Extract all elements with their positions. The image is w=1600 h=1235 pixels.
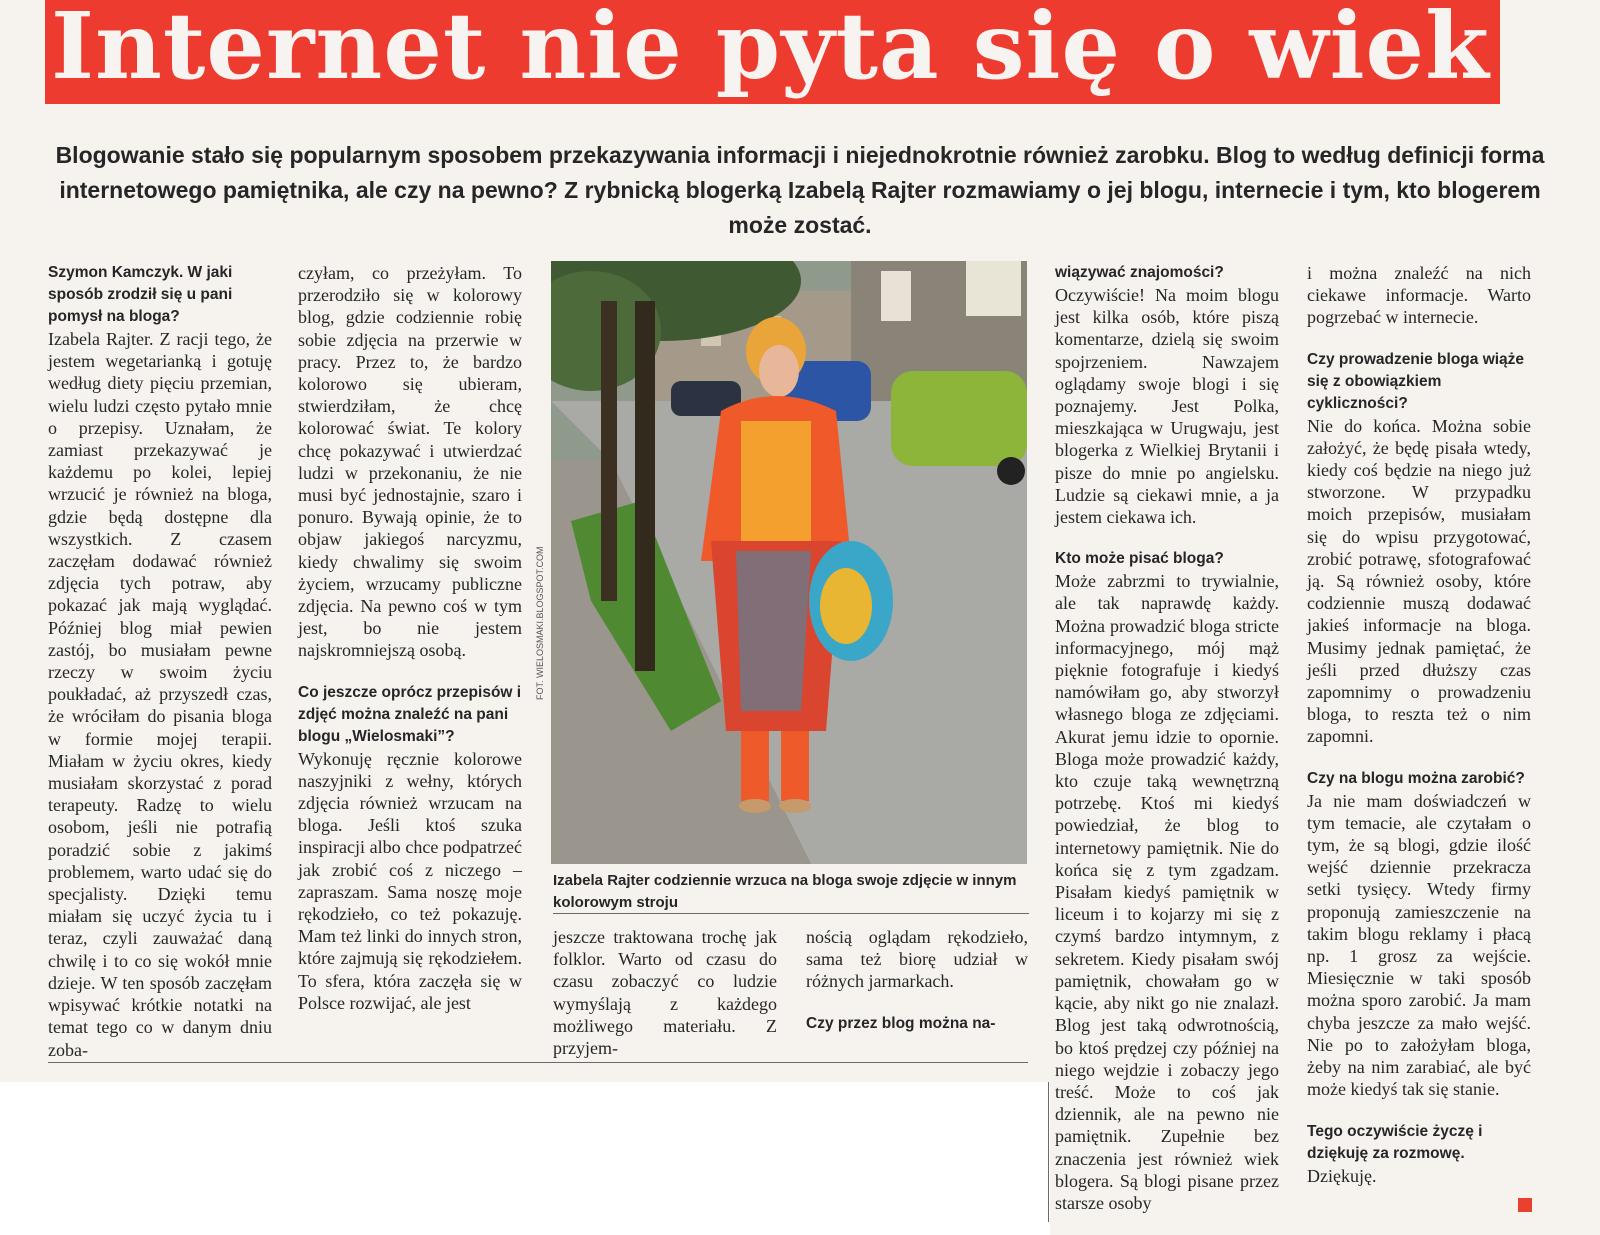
vertical-rule	[1048, 1082, 1049, 1222]
bottom-rule	[48, 1062, 1028, 1063]
photo-caption: Izabela Rajter codziennie wrzuca na bloga swoje zdjęcie w innym kolorowym stroju	[553, 872, 1017, 911]
answer-2: Wykonuję ręcznie kolorowe naszyjniki z wełny, których zdjęcia również wrzucam na bloga. Jeśli ktoś szuka inspiracji albo chce podpatrzeć jak zrobić coś z niczego – zapraszam. Sama noszę moje rękodzieło, co też pokazuję. Mam też linki do innych stron, które zajmują się rękodziełem. To sfera, która zaczęła się w Polsce rozwijać, ale jest	[298, 748, 522, 1013]
answer-4-continued: i można znaleźć na nich ciekawe informacje. Warto pogrzebać w internecie.	[1307, 263, 1531, 328]
answer-2-continued: jeszcze traktowana trochę jak folklor. Warto od czasu do czasu zobaczyć co ludzie wymyślają z każdego możliwego materiału. Z przyjem-	[553, 927, 777, 1059]
photo-illustration	[551, 261, 1027, 864]
closing-answer: Dziękuję.	[1307, 1165, 1377, 1186]
question-4: Kto może pisać bloga?	[1055, 550, 1224, 568]
question-1: Szymon Kamczyk. W jaki sposób zrodził się u pani pomysł na bloga?	[48, 264, 233, 325]
caption-rule	[553, 913, 1029, 914]
answer-5: Nie do końca. Można sobie założyć, że będę pisała wtedy, kiedy coś będzie na niego już stworzone. W przypadku moich przepisów, musiałam się do wpisu przygotować, zrobić potrawę, sfotografować ją. Są również osoby, które codziennie muszą dodawać jakieś informacje na bloga. Musimy jednak pamiętać, że jeśli przed dłuższy czas zapomnimy o prowadzeniu bloga, to reszta też o nim zapomni.	[1307, 415, 1531, 747]
question-3-end: wiązywać znajomości?	[1055, 264, 1224, 281]
headline-banner	[45, 0, 1500, 104]
question-6: Czy na blogu można zarobić?	[1307, 769, 1525, 787]
answer-1: Izabela Rajter. Z racji tego, że jestem wegetarianką i gotuję według diety pięciu przemian, wielu ludzi często pytało mnie o przepisy. Uznałam, że zamiast przekazywać je każdemu po kolei, lepiej wrzucić je również na bloga, gdzie będą dostępne dla wszystkich. Z czasem zaczęłam dodawać również zdjęcia tych potraw, aby pokazać jak mają wyglądać. Później blog miał pewien zastój, bo musiałam pewne rzeczy w swoim życiu poukładać, aż przyszedł czas, że wróciłam do pisania bloga w formie mojej terapii. Miałam w życiu okres, kiedy musiałam skorzystać z porad terapeuty. Radzę to wielu osobom, jeśli nie potrafią poradzić sobie z jakimś problemem, warto udać się do specjalisty. Dzięki temu miałam się uczyć życia tu i teraz, czyli zauważać daną chwilę i to co się wokół mnie dzieje. W ten sposób zaczęłam wpisywać krótkie notatki na temat tego co w danym dniu zoba-	[48, 329, 272, 1060]
answer-2-end: nością oglądam rękodzieło, sama też biorę udział w różnych jarmarkach.	[806, 927, 1028, 992]
photo-credit: FOT. WIELOSMAKI.BLOGSPOT.COM	[535, 546, 545, 700]
portrait-photo	[551, 261, 1027, 864]
question-3-start: Czy przez blog można na-	[806, 1014, 996, 1032]
column-5	[1055, 262, 1279, 1214]
column-2	[298, 262, 522, 1014]
column-6	[1307, 262, 1531, 1187]
answer-3: Oczywiście! Na moim blogu jest kilka osób, które piszą komentarze, dzielą się swoim spojrzeniem. Nawzajem oglądamy swoje blogi i się poznajemy. Jest Polka, mieszkająca w Urugwaju, jest blogerka z Wielkiej Brytanii i pisze do mnie po angielsku. Ludzie są ciekawi mnie, a ja jestem ciekawa ich.	[1055, 285, 1279, 528]
headline: Internet nie pyta się o wiek	[51, 0, 1490, 100]
question-2: Co jeszcze oprócz przepisów i zdjęć można znaleźć na pani blogu „Wielosmaki”?	[298, 683, 522, 745]
column-4	[806, 926, 1028, 1035]
end-of-article-mark	[1518, 1198, 1532, 1212]
answer-4: Może zabrzmi to trywialnie, ale tak naprawdę każdy. Można prowadzić bloga stricte informacyjnego, mój mąż pięknie fotografuje i kiedyś namówiłam go, aby stworzył własnego bloga ze zdjęciami. Akurat jemu idzie to opornie. Bloga może prowadzić każdy, kto czuje taką wewnętrzną potrzebę. Ktoś mi kiedyś powiedział, że blog to internetowy pamiętnik. Nie do końca się z tym zgadzam. Pisałam kiedyś pamiętnik w liceum i to kojarzy mi się z czymś bardzo intymnym, z sekretem. Kiedy pisałam swój pamiętnik, chowałam go w kącie, aby nikt go nie znalazł. Blog jest taką odwrotnością, bo ktoś prędzej czy później na niego wejdzie i zobaczy jego treść. Może to coś jak dziennik, ale na pewno nie pamiętnik. Zupełnie bez znaczenia jest również wiek blogera. Są blogi pisane przez starsze osoby	[1055, 571, 1279, 1213]
question-5: Czy prowadzenie bloga wiąże się z obowiązkiem cykliczności?	[1307, 350, 1525, 412]
answer-1-continued: czyłam, co przeżyłam. To przerodziło się w kolorowy blog, gdzie codziennie robię sobie zdjęcia na przerwie w pracy. Przez to, że bardzo kolorowo się ubieram, stwierdziłam, że chcę kolorować świat. Te kolory chcę pokazywać i utwierdzać ludzi w przekonaniu, że nie musi być jednostajnie, szaro i ponuro. Bywają opinie, że to objaw jakiegoś narcyzmu, kiedy chwalimy się swoim życiem, wrzucamy publiczne zdjęcia. Na pewno coś w tym jest, bo nie jestem najskromniejszą osobą.	[298, 263, 522, 661]
answer-6: Ja nie mam doświadczeń w tym temacie, ale czytałam o tym, że są blogi, gdzie ilość wejść dziennie przekracza setki tysięcy. Wtedy firmy proponują zamieszczenie na takim blogu reklamy i płacą np. 1 grosz za wejście. Miesięcznie w taki sposób można sporo zarobić. Ja mam chyba jeszcze za mało wejść. Nie po to założyłam bloga, żeby na nim zarabiać, ale być może kiedyś tak się stanie.	[1307, 790, 1531, 1100]
column-1	[48, 262, 272, 1061]
lead-paragraph: Blogowanie stało się popularnym sposobem przekazywania informacji i niejednokrotnie również zarobku. Blog to według definicji forma internetowego pamiętnika, ale czy na pewno? Z rybnicką blogerką Izabelą Rajter rozmawiamy o jej blogu, internecie i tym, kto blogerem może zostać.	[55, 142, 1545, 238]
closing-question: Tego oczywiście życzę i dziękuję za rozmowę.	[1307, 1122, 1483, 1162]
column-3	[553, 926, 777, 1059]
